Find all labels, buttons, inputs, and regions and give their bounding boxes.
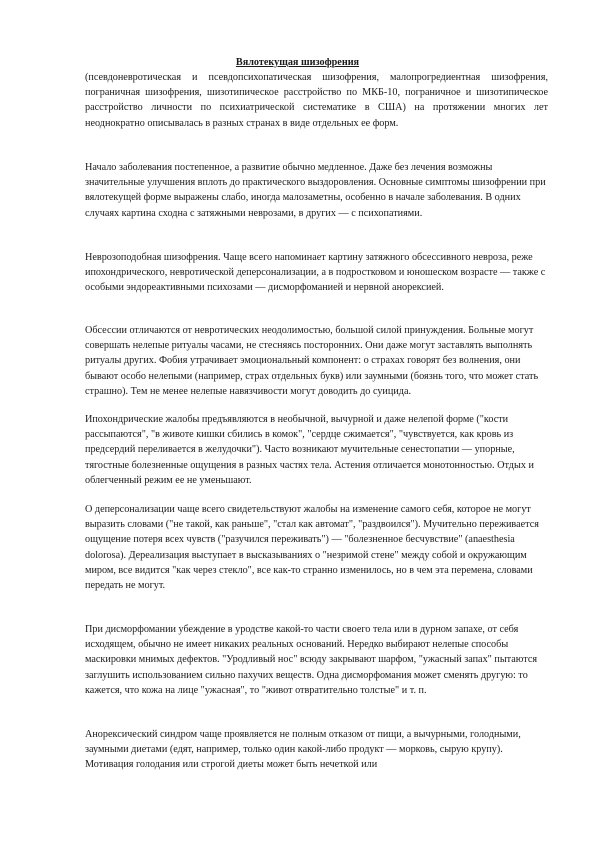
document-title: Вялотекущая шизофрения: [235, 57, 360, 68]
paragraph-anorexia: Анорексический синдром чаще проявляется не полным отказом от пищи, а вычурными, голодными, заумными диетами (едят, например, только один какой-либо продукт — морковь, сырую крупу). Мотивация голодания или строгой диеты может быть нечеткой или: [85, 729, 521, 771]
paragraph-neurosis-like: Неврозоподобная шизофрения. Чаще всего напоминает картину затяжного обсессивного невроза, реже ипохондрического, невротической деперсонализации, а в подростковом и юношеском возрасте — также с особыми эндореактивными психозами — дисморфоманией и нервной анорексией.: [85, 252, 546, 294]
paragraph-dysmorphomania: При дисморфомании убеждение в уродстве какой-то части своего тела или в дурном запахе, от себя исходящем, обычно не имеет никаких реальных оснований. Нередко выбирают нелепые способы маскировки мнимых дефектов. "Уродливый нос" всюду закрывают шарфом, "ужасный запах" пытаются заглушить использованием сильно пахучих веществ. Одна дисморфомания может сменять другую: то кажется, что кожа на лице "ужасная", то "живот отвратительно толстые" и т. п.: [85, 624, 538, 696]
paragraph-obsessions: Обсессии отличаются от невротических неодолимостью, большой силой принуждения. Больные могут совершать нелепые ритуалы часами, не стесняясь посторонних. Они даже могут заставлять выполнять ритуалы других. Фобия утрачивает эмоциональный компонент: о страхах говорят без волнения, они бывают особо нелепыми (например, страх отдельных букв) или заумными (боязнь того, что может стать страшно). Тем не менее нелепые навязчивости могут доводить до суицида.: [85, 325, 539, 397]
paragraph-depersonalization: О деперсонализации чаще всего свидетельствуют жалобы на изменение самого себя, которое не могут выразить словами ("не такой, как раньше", "стал как автомат", "раздвоился"). Мучительно переживается ощущение потеря всех чувств ("разучился переживать") — "болезненное бесчувствие" (anaesthesia dolorosa). Дереализация выступает в высказываниях о "незримой стене" между собой и окружающим миром, все видится "как через стекло", все как-то странно изменилось, но в чем эта перемена, словами передать не могут.: [85, 504, 539, 592]
paragraph-hypochondria: Ипохондрические жалобы предъявляются в необычной, вычурной и даже нелепой форме ("кости рассыпаются", "в животе кишки сбились в комок", "сердце сжимается", "чувствуется, как кровь из предсердий переливается в желудочки"). Часто возникают мучительные сенестопатии — упорные, тягостные болезненные ощущения в разных частях тела. Астения отличается монотонностью. Отдых и облегченный режим ее не уменьшают.: [85, 414, 534, 486]
paragraph-onset: Начало заболевания постепенное, а развитие обычно медленное. Даже без лечения возможны значительные улучшения вплоть до практического выздоровления. Основные симптомы шизофрении при вялотекущей форме выражены слабо, иногда малозаметны, особенно в начале заболевания. В одних случаях картина сходна с затяжными неврозами, в других — с психопатиями.: [85, 162, 546, 219]
paragraph-intro: (псевдоневротическая и псевдопсихопатическая шизофрения, малопрогредиентная шизофрения, пограничная шизофрения, шизотипическое расстройство по МКБ-10, пограничное и шизотипическое расстройство личности по психиатрической систематике в США) на протяжении многих лет неоднократно описывалась в разных странах в виде отдельных ее форм.: [85, 72, 548, 129]
